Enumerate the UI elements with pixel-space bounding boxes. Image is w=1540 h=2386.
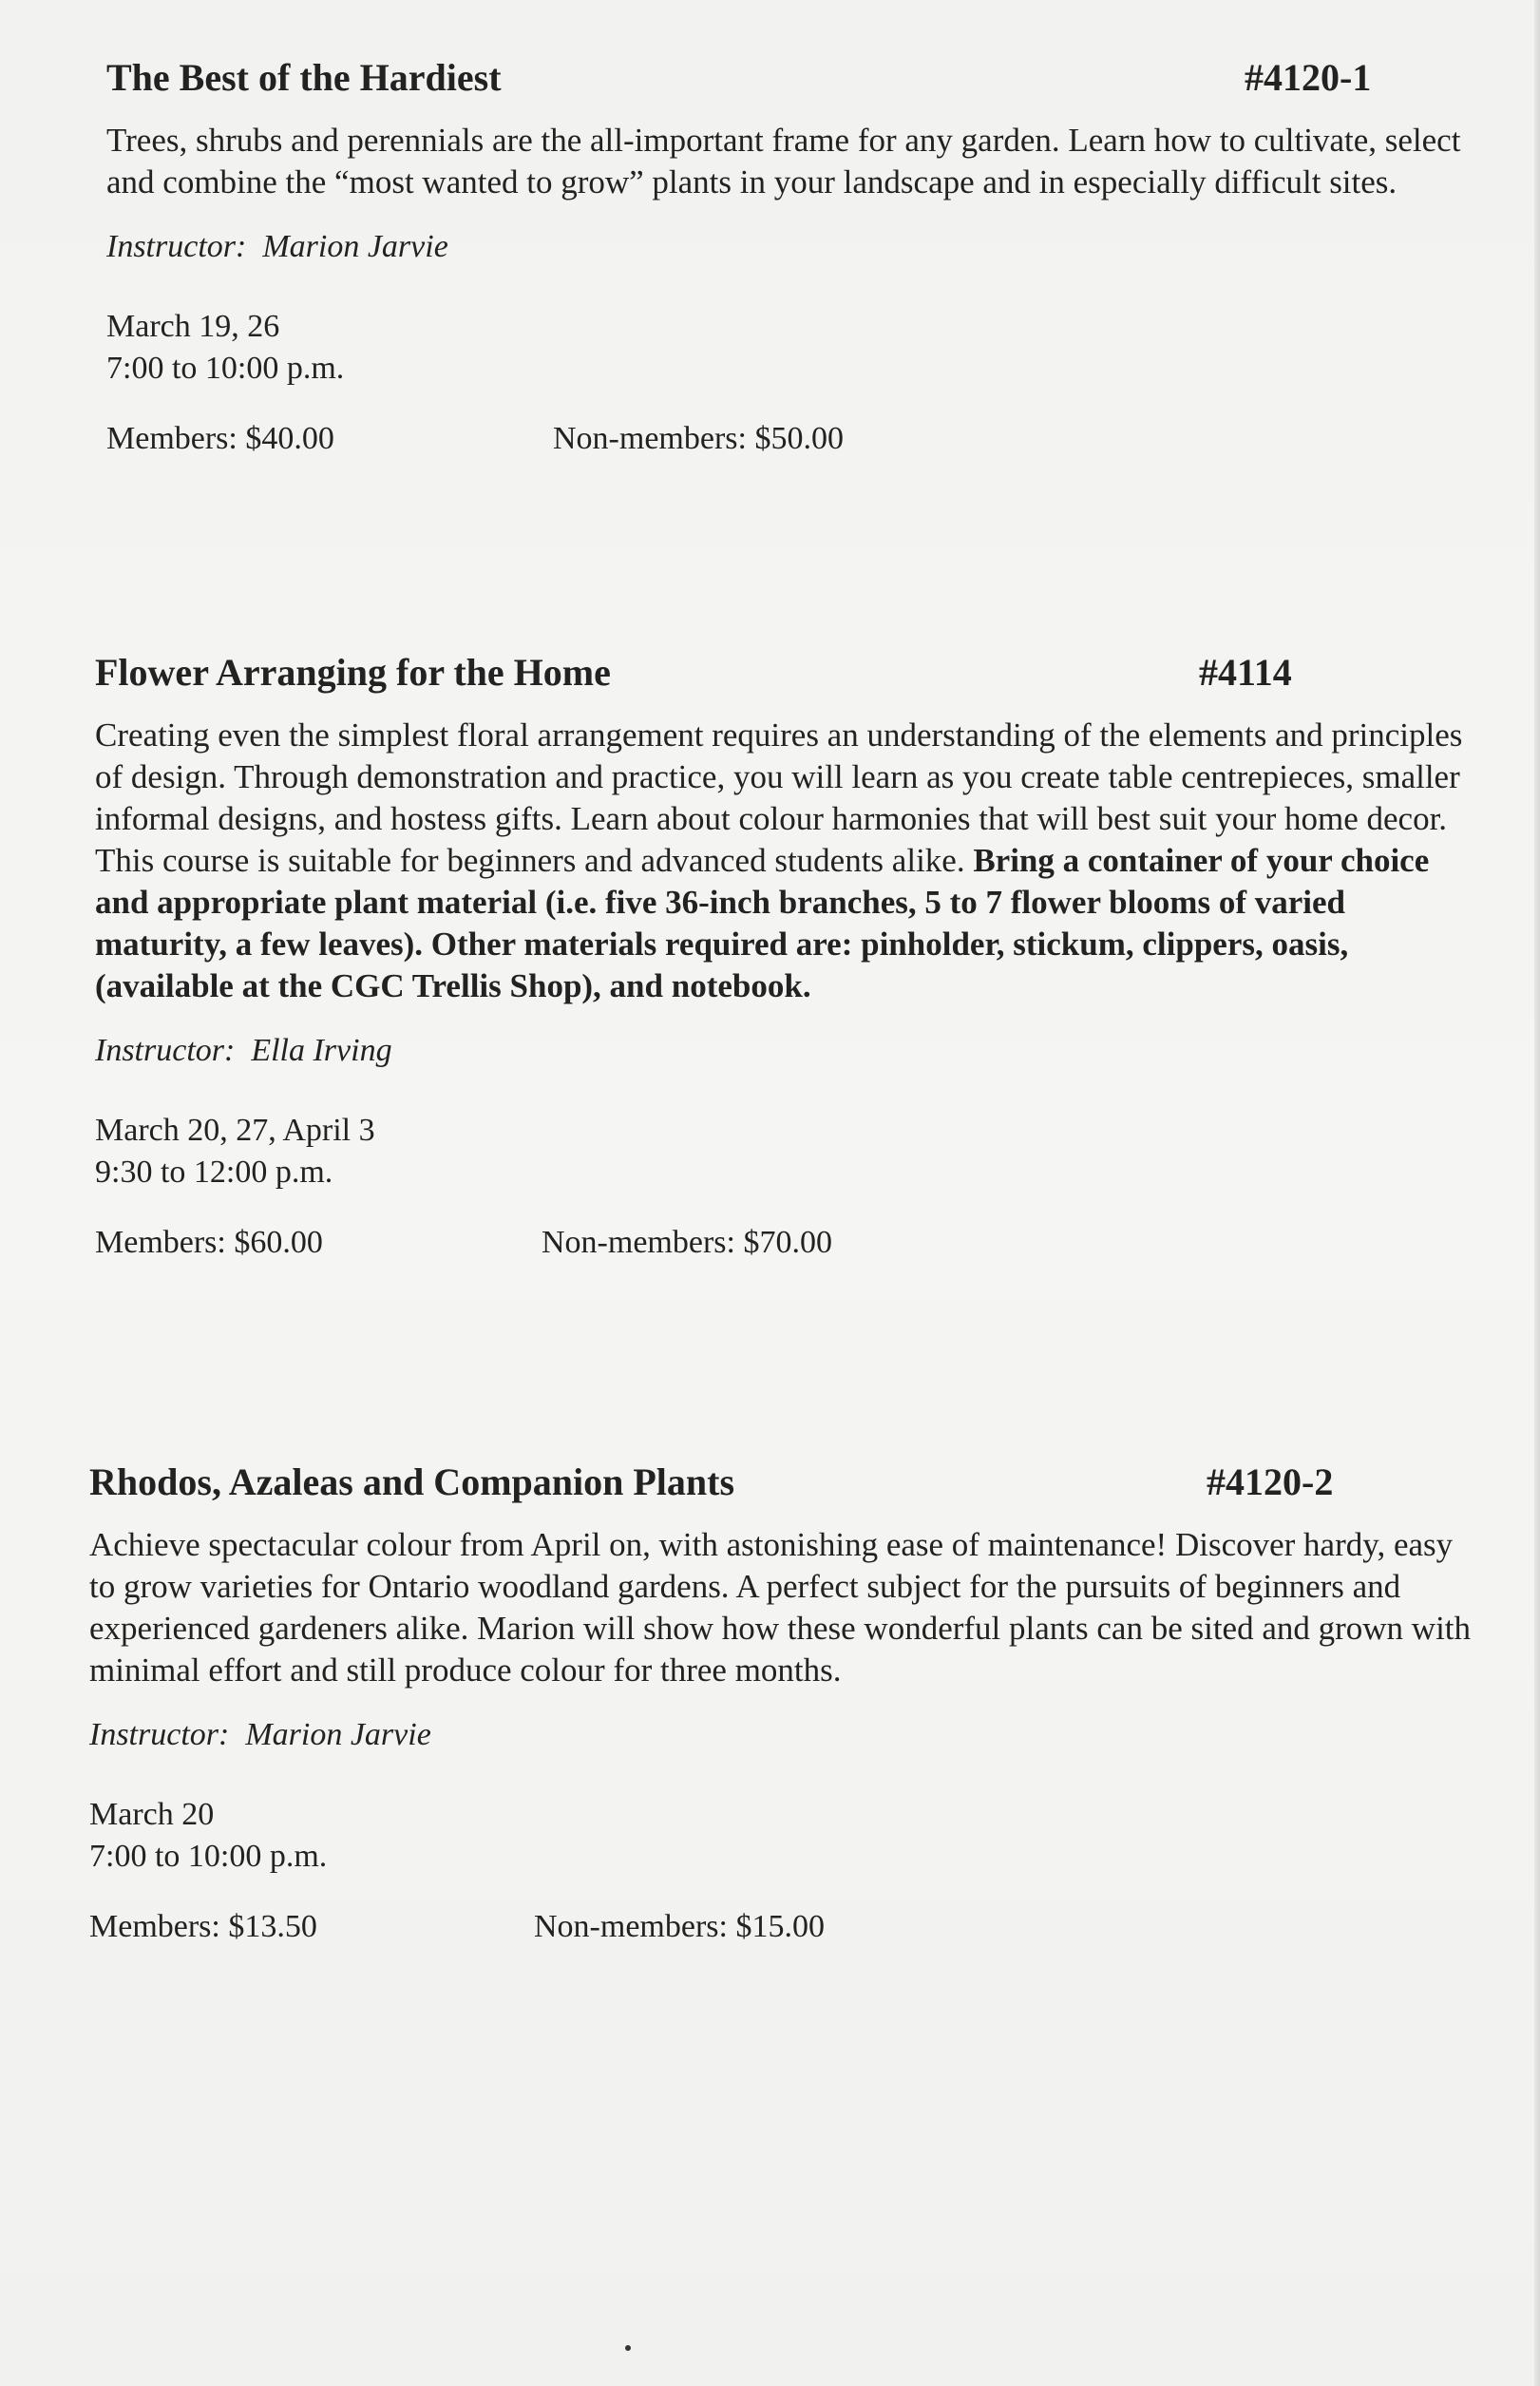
course-title: The Best of the Hardiest: [106, 56, 502, 99]
course-dates: March 19, 26: [106, 309, 280, 344]
instructor-label: Instructor:: [106, 229, 247, 264]
course-best-of-hardiest: [106, 49, 1474, 460]
page-edge: [1534, 0, 1540, 2386]
course-title: Rhodos, Azaleas and Companion Plants: [89, 1460, 735, 1503]
course-header: [95, 644, 1482, 701]
course-instructor: [95, 1030, 1482, 1072]
description-materials: Bring a container of your choice and appropriate plant material (i.e. five 36-inch branches, 5 to 7 flower blooms of varied maturity, a few leaves). Other materials required are: pinholder, stickum, clippers, oasis, (available at the CGC Trellis Shop), and notebook.: [95, 842, 1430, 1004]
course-schedule: [106, 306, 1474, 390]
course-title: Flower Arranging for the Home: [95, 651, 611, 694]
page-dot: [625, 2345, 631, 2351]
instructor-label: Instructor:: [95, 1033, 236, 1068]
instructor-name: Marion Jarvie: [245, 1717, 431, 1752]
course-flower-arranging: [95, 644, 1482, 1264]
course-time: 7:00 to 10:00 p.m.: [89, 1839, 328, 1874]
course-code: #4120-1: [1245, 56, 1372, 99]
course-description: [95, 715, 1482, 1007]
course-fees: [95, 1222, 1482, 1264]
course-time: 9:30 to 12:00 p.m.: [95, 1155, 333, 1190]
course-code: #4114: [1199, 651, 1292, 694]
course-time: 7:00 to 10:00 p.m.: [106, 351, 345, 386]
course-fees: [89, 1906, 1486, 1948]
course-description: Achieve spectacular colour from April on, with astonishing ease of maintenance! Discover hardy, easy to grow varieties for Ontario woodland gardens. A perfect subject for the pursuits of beginners and experienced gardeners alike. Marion will show how these wonderful plants can be sited and grown with minimal effort and still produce colour for three months.: [89, 1526, 1472, 1689]
course-fees: [106, 418, 1474, 460]
non-members-fee: Non-members: $70.00: [542, 1225, 832, 1260]
course-schedule: [89, 1794, 1486, 1878]
instructor-name: Marion Jarvie: [262, 229, 448, 264]
description-text: Creating even the simplest floral arrangement requires an understanding of the elements and principles of design. Through demonstration and practice, you will learn as you create table centrepieces, smaller informal designs, and hostess gifts. Learn about colour harmonies that will best suit your home decor. This course is suitable for beginners and advanced students alike.: [95, 716, 1463, 879]
course-description: Trees, shrubs and perennials are the all-important frame for any garden. Learn how to cultivate, select and combine the “most wanted to grow” plants in your landscape and in especially difficult sites.: [106, 122, 1461, 200]
members-fee: Members: $60.00: [95, 1225, 323, 1260]
members-fee: Members: $40.00: [106, 421, 334, 456]
non-members-fee: Non-members: $15.00: [534, 1909, 825, 1944]
course-code: #4120-2: [1207, 1460, 1334, 1503]
members-fee: Members: $13.50: [89, 1909, 317, 1944]
course-rhodos-azaleas: [89, 1454, 1486, 1948]
course-header: [106, 49, 1474, 106]
course-instructor: [106, 226, 1474, 268]
instructor-label: Instructor:: [89, 1717, 230, 1752]
course-dates: March 20: [89, 1797, 215, 1832]
course-dates: March 20, 27, April 3: [95, 1113, 375, 1148]
course-schedule: [95, 1110, 1482, 1193]
instructor-name: Ella Irving: [251, 1033, 392, 1068]
course-header: [89, 1454, 1486, 1511]
course-instructor: [89, 1714, 1486, 1756]
non-members-fee: Non-members: $50.00: [553, 421, 844, 456]
